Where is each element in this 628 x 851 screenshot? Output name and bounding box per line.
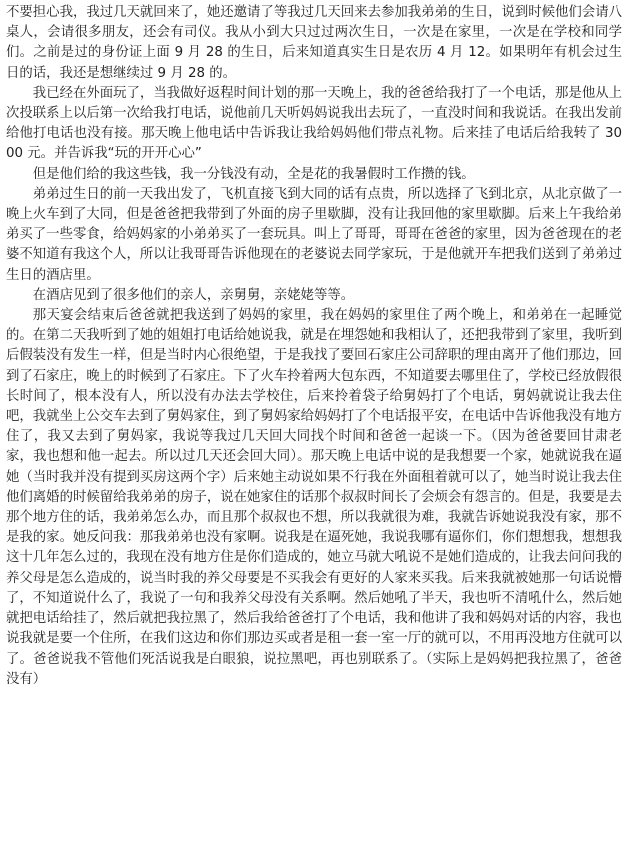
article-body (6, 3, 622, 849)
paragraph-3: 但是他们给的我这些钱，我一分钱没有动，全是花的我暑假时工作攒的钱。 (32, 166, 475, 182)
paragraph-6: 那天宴会结束后爸爸就把我送到了妈妈的家里，我在妈妈的家里住了两个晚上，和弟弟在一起睡觉的。在第二天我听到了她的姐姐打电话给她说我，就是在埋怨她和我相认了，还把我带到了家里，我听到后假装没有发生一样，但是当时内心很绝望，于是我找了要回石家庄公司辞职的理由离开了他们那边，回到了石家庄，晚上的时候到了石家庄。下了火车拎着两大包东西，不知道要去哪里住了，学校已经放假很长时间了，根本没有人，所以没有办法去学校住，后来拎着袋子给舅妈打了个电话，舅妈就说让我去住吧，我就坐上公交车去到了舅妈家住，到了舅妈家给妈妈打了个电话报平安，在电话中告诉他我没有地方住了，我又去到了舅妈家，我说等我过几天回大同找个时间和爸爸一起谈一下。（因为爸爸要回甘肃老家，我也想和他一起去。所以过几天还会回大同）。那天晚上电话中说的是我想要一个家，她就说我在逼她（当时我并没有提到买房这两个字）后来她主动说如果不行我在外面租着就可以了，她当时说让我去住他们离婚的时候留给我弟弟的房子，说在她家住的话那个叔叔时间长了会烦会有怨言的。但是，我要是去那个地方住的话，我弟弟怎么办，而且那个叔叔也不想，所以我就很为难，我就告诉她说我没有家，那不是我的家。她反问我：那我弟弟也没有家啊。说我是在逼死她，我说我哪有逼你们，你们想想我，想想我这十几年怎么过的，我现在没有地方住是你们造成的，她立马就大吼说不是她们造成的，让我去问问我的养父母是怎么造成的，说当时我的养父母要是不买我会有更好的人家来买我。后来我就被她那一句话说懵了，不知道说什么了，我说了一句和我养父母没有关系啊。然后她吼了半天，我也听不清吼什么，然后她就把电话给挂了，然后就把我拉黑了，然后我给爸爸打了个电话，我和他讲了我和妈妈对话的内容，我也说我就是要一个住所，在我们这边和你们那边买或者是租一套一室一厅的就可以，不用再没地方住就可以了。爸爸说我不管他们死活说我是白眼狼，说拉黑吧，再也别联系了。（实际上是妈妈把我拉黑了，爸爸没有） (6, 308, 622, 687)
paragraph-5: 在酒店见到了很多他们的亲人，亲舅舅，亲姥姥等等。 (32, 287, 355, 303)
paragraph-4: 弟弟过生日的前一天我出发了，飞机直接飞到大同的话有点贵，所以选择了飞到北京，从北京做了一晚上火车到了大同，但是爸爸把我带到了外面的房子里歇脚，没有让我回他的家里歇脚。后来上午我给弟弟买了一些零食，给妈妈家的小弟弟买了一套玩具。叫上了哥哥，哥哥在爸爸的家里，因为爸爸现在的老婆不知道有我这个人，所以让我哥哥告诉他现在的老婆说去同学家玩，于是他就开车把我们送到了弟弟过生日的酒店里。 (6, 186, 622, 283)
paragraph-1: 不要担心我，我过几天就回来了，她还邀请了等我过几天回来去参加我弟弟的生日，说到时候他们会请八桌人，会请很多朋友，还会有司仪。我从小到大只过过两次生日，一次是在家里，一次是在学校和同学们。之前是过的身份证上面 9 月 28 的生日，后来知道真实生日是农历 4 月 12。如果明年有机会过生日的话，我还是想继续过 9 月 28 的。 (6, 5, 622, 81)
paragraph-2: 我已经在外面玩了，当我做好返程时间计划的那一天晚上，我的爸爸给我打了一个电话，那是他从上次投联系上以后第一次给我打电话，说他前几天听妈妈说我出去玩了，一直没时间和我说话。在我出发前给他打电话也没有接。那天晚上他电话中告诉我让我给妈妈他们带点礼物。后来挂了电话后给我转了 3000 元。并告诉我“玩的开开心心” (6, 85, 622, 162)
